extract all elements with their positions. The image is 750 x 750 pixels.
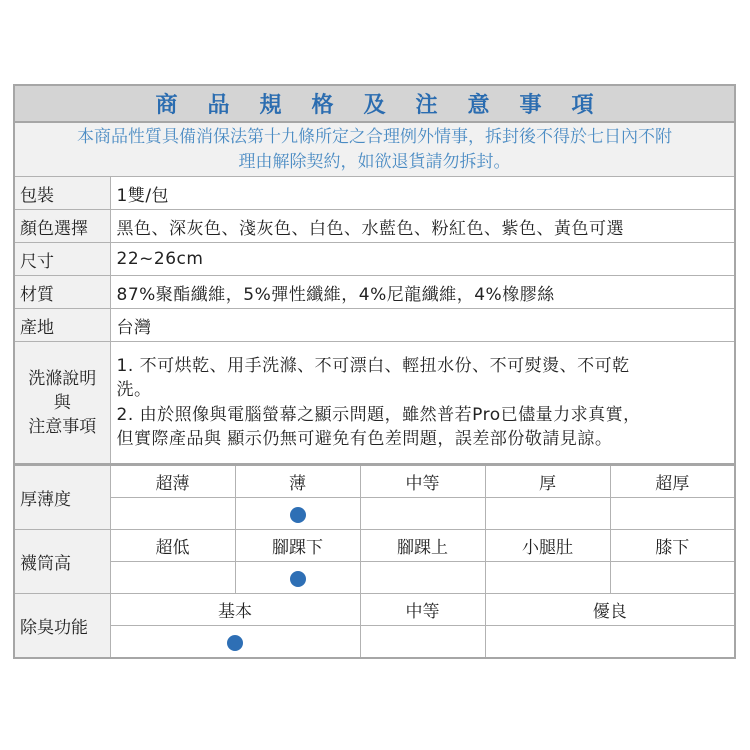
spec-row-packaging: [14, 177, 735, 210]
care-row: [14, 342, 735, 465]
care-label: [14, 342, 110, 465]
spec-value: 87%聚酯纖維，5%彈性纖維，4%尼龍纖維，4%橡膠絲: [110, 276, 735, 309]
care-line: 但實際產品與 顯示仍無可避免有色差問題，誤差部份敬請見諒。: [116, 429, 613, 449]
notice-line: 本商品性質具備消保法第十九條所定之合理例外情事，拆封後不得於七日內不附: [77, 126, 673, 147]
care-line: 2. 由於照像與電腦螢幕之顯示問題，雖然普若Pro已儘量力求真實，: [116, 404, 641, 425]
rating-option: 基本: [110, 594, 360, 626]
rating-sock-height-indicator: [14, 562, 735, 594]
spec-value: 1雙/包: [110, 177, 735, 210]
rating-deodorizing-indicator: [14, 626, 735, 659]
title-row: [14, 85, 735, 122]
rating-thickness-options: [14, 465, 735, 498]
selected-dot-icon: [290, 571, 306, 587]
selected-dot-icon: [290, 507, 306, 523]
notice-row: [14, 122, 735, 177]
spec-label: 產地: [14, 309, 110, 342]
rating-option: 優良: [485, 594, 735, 626]
care-line: 1. 不可烘乾、用手洗滌、不可漂白、輕扭水份、不可熨燙、不可乾: [116, 355, 630, 376]
rating-option: 中等: [360, 465, 485, 498]
spec-value: 黑色、深灰色、淺灰色、白色、水藍色、粉紅色、紫色、黃色可選: [110, 210, 735, 243]
rating-option: 超低: [110, 530, 235, 562]
rating-deodorizing-options: [14, 594, 735, 626]
spec-row-origin: [14, 309, 735, 342]
rating-option: 中等: [360, 594, 485, 626]
care-line: 洗。: [116, 380, 152, 400]
spec-label: 材質: [14, 276, 110, 309]
care-label-line: 與: [53, 392, 71, 413]
care-instructions: [110, 342, 735, 465]
page-title: 商品規格及注意事項: [14, 85, 735, 122]
rating-option: 厚: [485, 465, 610, 498]
rating-option: 膝下: [610, 530, 735, 562]
notice-line: 理由解除契約，如欲退貨請勿拆封。: [238, 151, 511, 172]
rating-option: 薄: [235, 465, 360, 498]
rating-sock-height-options: [14, 530, 735, 562]
rating-option: 超薄: [110, 465, 235, 498]
spec-row-size: [14, 243, 735, 276]
spec-label: 顏色選擇: [14, 210, 110, 243]
rating-label-thickness: 厚薄度: [14, 465, 110, 530]
rating-option: 腳踝上: [360, 530, 485, 562]
product-spec-table: [13, 84, 736, 659]
rating-thickness-indicator: [14, 498, 735, 530]
care-label-line: 注意事項: [28, 416, 97, 437]
rating-label-sock-height: 襪筒高: [14, 530, 110, 594]
spec-row-material: [14, 276, 735, 309]
return-policy-notice: [14, 122, 735, 177]
spec-row-colors: [14, 210, 735, 243]
rating-option: 小腿肚: [485, 530, 610, 562]
spec-value: 22~26cm: [110, 243, 735, 276]
spec-label: 包裝: [14, 177, 110, 210]
care-label-line: 洗滌說明: [28, 368, 97, 389]
rating-option: 超厚: [610, 465, 735, 498]
selected-dot-icon: [227, 635, 243, 651]
spec-label: 尺寸: [14, 243, 110, 276]
spec-value: 台灣: [110, 309, 735, 342]
rating-option: 腳踝下: [235, 530, 360, 562]
rating-label-deodorizing: 除臭功能: [14, 594, 110, 659]
